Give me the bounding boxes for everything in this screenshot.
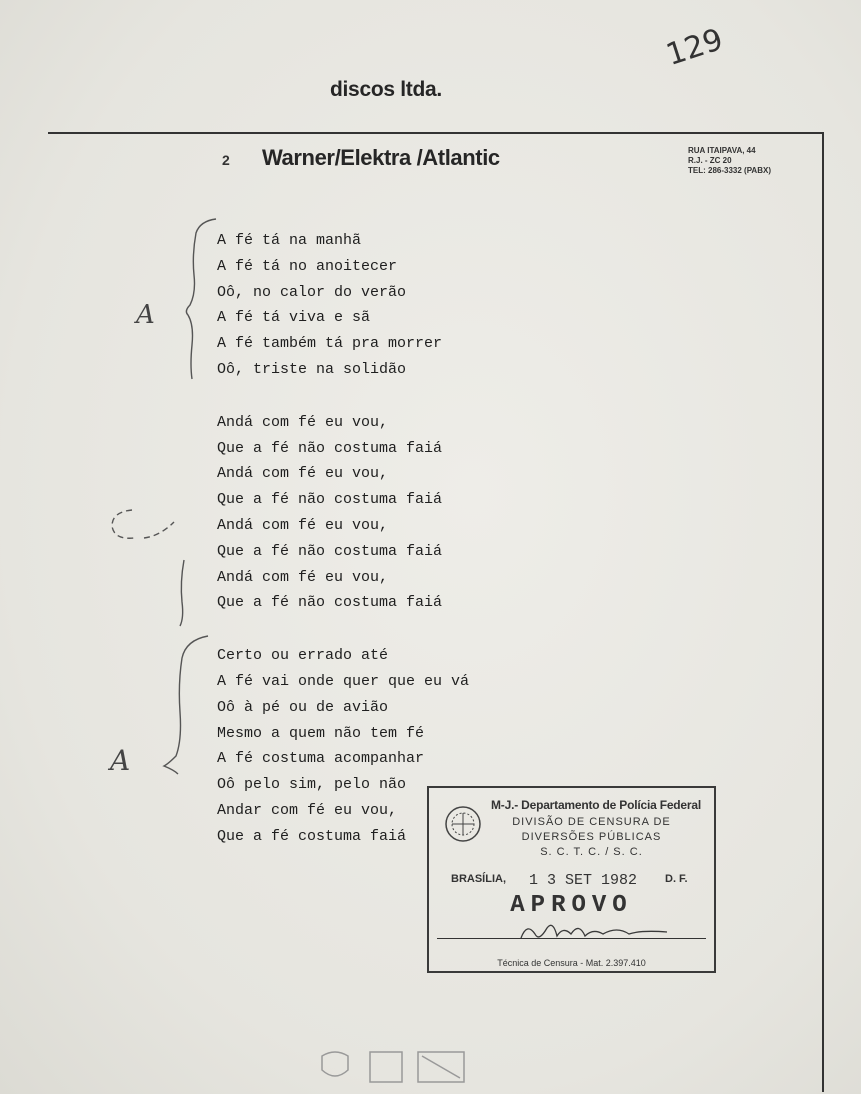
stamp-section: S. C. T. C. / S. C.	[540, 846, 643, 858]
lyric-line: A fé também tá pra morrer	[217, 335, 443, 353]
margin-bracket-bottom-icon	[150, 632, 220, 782]
stamp-division: DIVISÃO DE CENSURA DE	[512, 816, 671, 828]
stamp-city: BRASÍLIA,	[451, 873, 506, 885]
page-number: 2	[222, 152, 230, 168]
margin-letter: A	[136, 300, 155, 330]
signature-rule	[437, 938, 706, 939]
address-line: RUA ITAIPAVA, 44	[688, 146, 756, 155]
company-name: discos ltda.	[330, 78, 442, 101]
lyric-line: Que a fé não costuma faiá	[217, 594, 443, 612]
label-address	[688, 146, 771, 176]
stamp-technician: Técnica de Censura - Mat. 2.397.410	[497, 958, 646, 968]
lyric-line: Mesmo a quem não tem fé	[217, 724, 425, 742]
lyric-line: A fé costuma acompanhar	[217, 750, 425, 768]
lyric-line: Que a fé não costuma faiá	[217, 542, 443, 560]
stamp-approval: APROVO	[510, 892, 633, 919]
lyric-line: Oô, no calor do verão	[217, 283, 407, 301]
record-label-name: Warner/Elektra /Atlantic	[262, 145, 500, 170]
signature-icon	[517, 916, 677, 946]
lyric-line: Que a fé costuma faiá	[217, 827, 407, 845]
lyric-line: Andá com fé eu vou,	[217, 413, 389, 431]
lyric-line: Oô pelo sim, pelo não	[217, 776, 407, 794]
lyric-line: Andá com fé eu vou,	[217, 568, 389, 586]
stamp-state: D. F.	[665, 873, 688, 885]
margin-bracket-middle-icon	[104, 502, 194, 632]
lyric-line: Andá com fé eu vou,	[217, 465, 389, 483]
label-logos-icon	[318, 1048, 468, 1086]
censorship-stamp	[427, 786, 716, 973]
lyric-line: Certo ou errado até	[217, 647, 389, 665]
address-line: R.J. - ZC 20	[688, 156, 732, 165]
lyric-line: Que a fé não costuma faiá	[217, 439, 443, 457]
stamp-department: M-J.- Departamento de Polícia Federal	[491, 798, 701, 812]
lyric-line: A fé vai onde quer que eu vá	[217, 672, 470, 690]
stamp-date: 1 3 SET 1982	[529, 872, 638, 889]
handwritten-page-number: 129	[661, 22, 728, 73]
lyric-line: Que a fé não costuma faiá	[217, 491, 443, 509]
lyric-line: A fé tá na manhã	[217, 232, 362, 249]
lyric-line: Oô à pé ou de avião	[217, 698, 389, 716]
margin-letter: A	[110, 744, 131, 777]
lyric-line: Andá com fé eu vou,	[217, 516, 389, 534]
lyric-line: Andar com fé eu vou,	[217, 801, 398, 819]
lyric-line: A fé tá viva e sã	[217, 309, 371, 327]
address-line: TEL: 286-3332 (PABX)	[688, 166, 771, 175]
lyric-line: A fé tá no anoitecer	[217, 257, 398, 275]
stamp-division: DIVERSÕES PÚBLICAS	[521, 831, 662, 843]
lyric-line: Oô, triste na solidão	[217, 360, 407, 378]
lyrics-block	[217, 228, 469, 850]
